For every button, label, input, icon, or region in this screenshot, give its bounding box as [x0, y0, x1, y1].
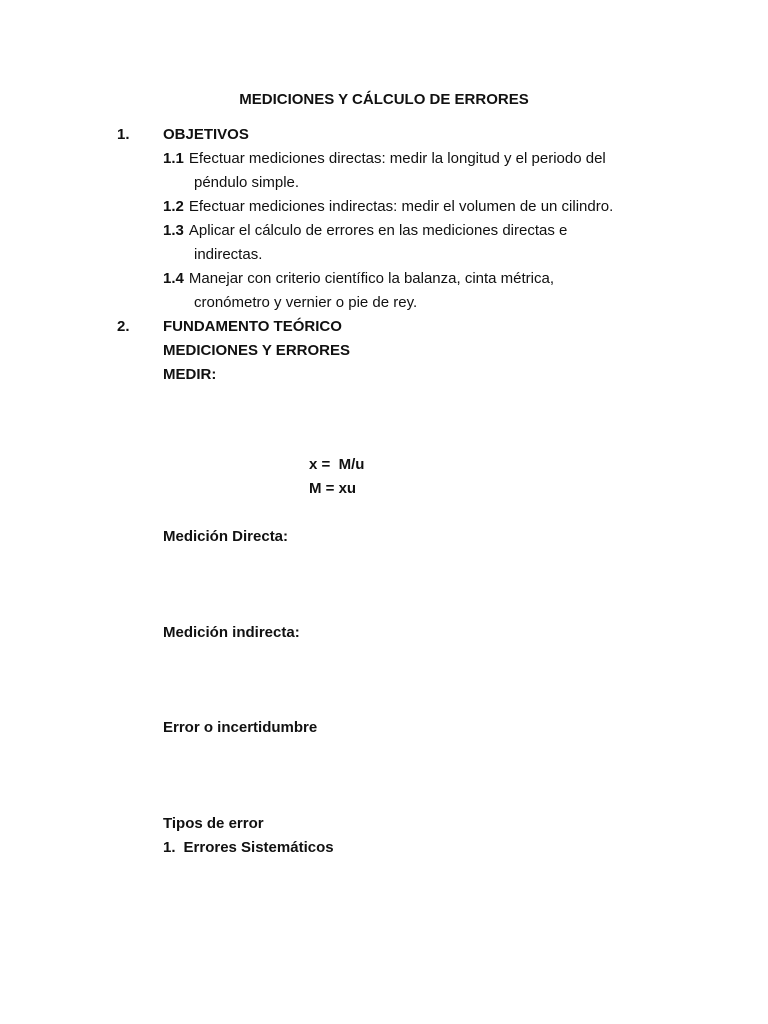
error-label: Error o incertidumbre	[163, 719, 318, 736]
formula-m-equals: M = xu	[309, 480, 357, 497]
objective-1-3-number: 1.3	[163, 222, 184, 239]
objective-1-2-text: Efectuar mediciones indirectas: medir el volumen de un cilindro.	[188, 198, 614, 215]
objective-1-4-continued: cronómetro y vernier o pie de rey.	[194, 294, 418, 311]
document-title: MEDICIONES Y CÁLCULO DE ERRORES	[239, 91, 529, 108]
objective-1-4-number: 1.4	[163, 270, 184, 287]
error-type-1	[163, 839, 334, 857]
error-type-1-number: 1.	[163, 839, 176, 856]
objective-1-1	[163, 150, 606, 168]
medir-label: MEDIR:	[163, 366, 217, 383]
objective-1-2	[163, 198, 613, 216]
section-2-number: 2.	[117, 318, 130, 335]
objective-1-4-text: Manejar con criterio científico la balanza, cinta métrica,	[188, 270, 555, 287]
objective-1-2-number: 1.2	[163, 198, 184, 215]
objective-1-1-number: 1.1	[163, 150, 184, 167]
objective-1-3	[163, 222, 567, 240]
objective-1-1-text: Efectuar mediciones directas: medir la longitud y el periodo del	[188, 150, 606, 167]
objective-1-4	[163, 270, 554, 288]
medicion-directa-label: Medición Directa:	[163, 528, 289, 545]
tipos-de-error-label: Tipos de error	[163, 815, 264, 832]
section-2-heading: FUNDAMENTO TEÓRICO	[163, 318, 342, 335]
section-1-heading: OBJETIVOS	[163, 126, 249, 143]
formula-x-equals: x = M/u	[309, 456, 365, 473]
objective-1-3-continued: indirectas.	[194, 246, 263, 263]
error-type-1-label: Errores Sistemáticos	[183, 839, 334, 856]
section-1-number: 1.	[117, 126, 130, 143]
objective-1-3-text: Aplicar el cálculo de errores en las mediciones directas e	[188, 222, 568, 239]
objective-1-1-continued: péndulo simple.	[194, 174, 300, 191]
section-2-subheading: MEDICIONES Y ERRORES	[163, 342, 350, 359]
medicion-indirecta-label: Medición indirecta:	[163, 624, 300, 641]
